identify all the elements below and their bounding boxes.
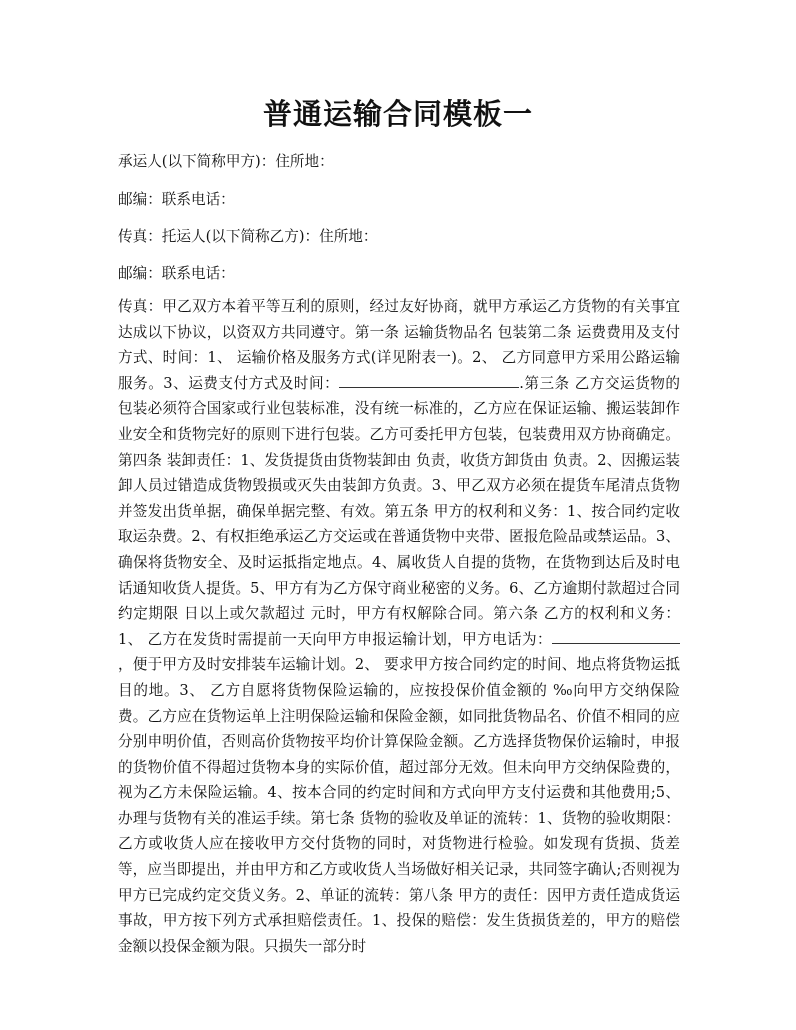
carrier-field: 承运人(以下简称甲方)：住所地： <box>118 153 334 170</box>
document-title: 普通运输合同模板一 <box>262 97 533 131</box>
postcode-phone-field-2: 邮编：联系电话： <box>118 265 235 282</box>
contract-body <box>118 294 680 959</box>
body-segment-2: .第三条 乙方交运货物的包装必须符合国家或行业包装标准，没有统一标准的，乙方应在保证运输、搬运装卸作业安全和货物完好的原则下进行包装。乙方可委托甲方包装，包装费用双方协商确定。第四条 装卸责任：1、发货提货由货物装卸由 负责，收货方卸货由 负责。2、因搬运装卸人员过错造成货物毁损或灭失由装卸方负责。3、甲乙双方必须在提货车尾清点货物并签发出货单据，确保单据完整、有效。第五条 甲方的权利和义务：1、按合同约定收取运杂费。2、有权拒绝承运乙方交运或在普通货物中夹带、匿报危险品或禁运品。3、确保将货物安全、及时运抵指定地点。4、属收货人自提的货物，在货物到达后及时电话通知收货人提货。5、甲方有为乙方保守商业秘密的义务。6、乙方逾期付款超过合同约定期限 日以上或欠款超过 元时，甲方有权解除合同。第六条 乙方的权利和义务：1、 乙方在发货时需提前一天向甲方申报运输计划，甲方电话为： <box>118 374 680 648</box>
fax-shipper-field: 传真：托运人(以下简称乙方)：住所地： <box>118 228 378 245</box>
postcode-phone-field: 邮编：联系电话： <box>118 191 235 208</box>
body-segment-3: ，便于甲方及时安排装车运输计划。2、 要求甲方按合同约定的时间、地点将货物运抵目的地。3、 乙方自愿将货物保险运输的，应按投保价值金额的 ‰向甲方交纳保险费。乙方应在货物运单上注明保险运输和保险金额，如同批货物品名、价值不相同的应分别申明价值，否则高价货物按平均价计算保险金额。乙方选择货物保价运输时，申报的货物价值不得超过货物本身的实际价值，超过部分无效。但未向甲方交纳保险费的，视为乙方未保险运输。4、按本合同的约定时间和方式向甲方支付运费和其他费用;5、办理与货物有关的准运手续。第七条 货物的验收及单证的流转：1、货物的验收期限：乙方或收货人应在接收甲方交付货物的同时，对货物进行检验。如发现有货损、货差等，应当即提出，并由甲方和乙方或收货人当场做好相关记录，共同签字确认;否则视为甲方已完成约定交货义务。2、单证的流转：第八条 甲方的责任：因甲方责任造成货运事故，甲方按下列方式承担赔偿责任。1、投保的赔偿：发生货损货差的，甲方的赔偿金额以投保金额为限。只损失一部分时 <box>118 656 680 955</box>
carrier-phone-blank <box>552 627 680 644</box>
body-segment-1: 传真：甲乙双方本着平等互利的原则，经过友好协商，就甲方承运乙方货物的有关事宜达成以下协议，以资双方共同遵守。第一条 运输货物品名 包装第二条 运费费用及支付方式、时间：1、 运输价格及服务方式(详见附表一)。2、 乙方同意甲方采用公路运输服务。3、运费支付方式及时间： <box>118 298 680 392</box>
payment-time-blank <box>339 371 519 388</box>
